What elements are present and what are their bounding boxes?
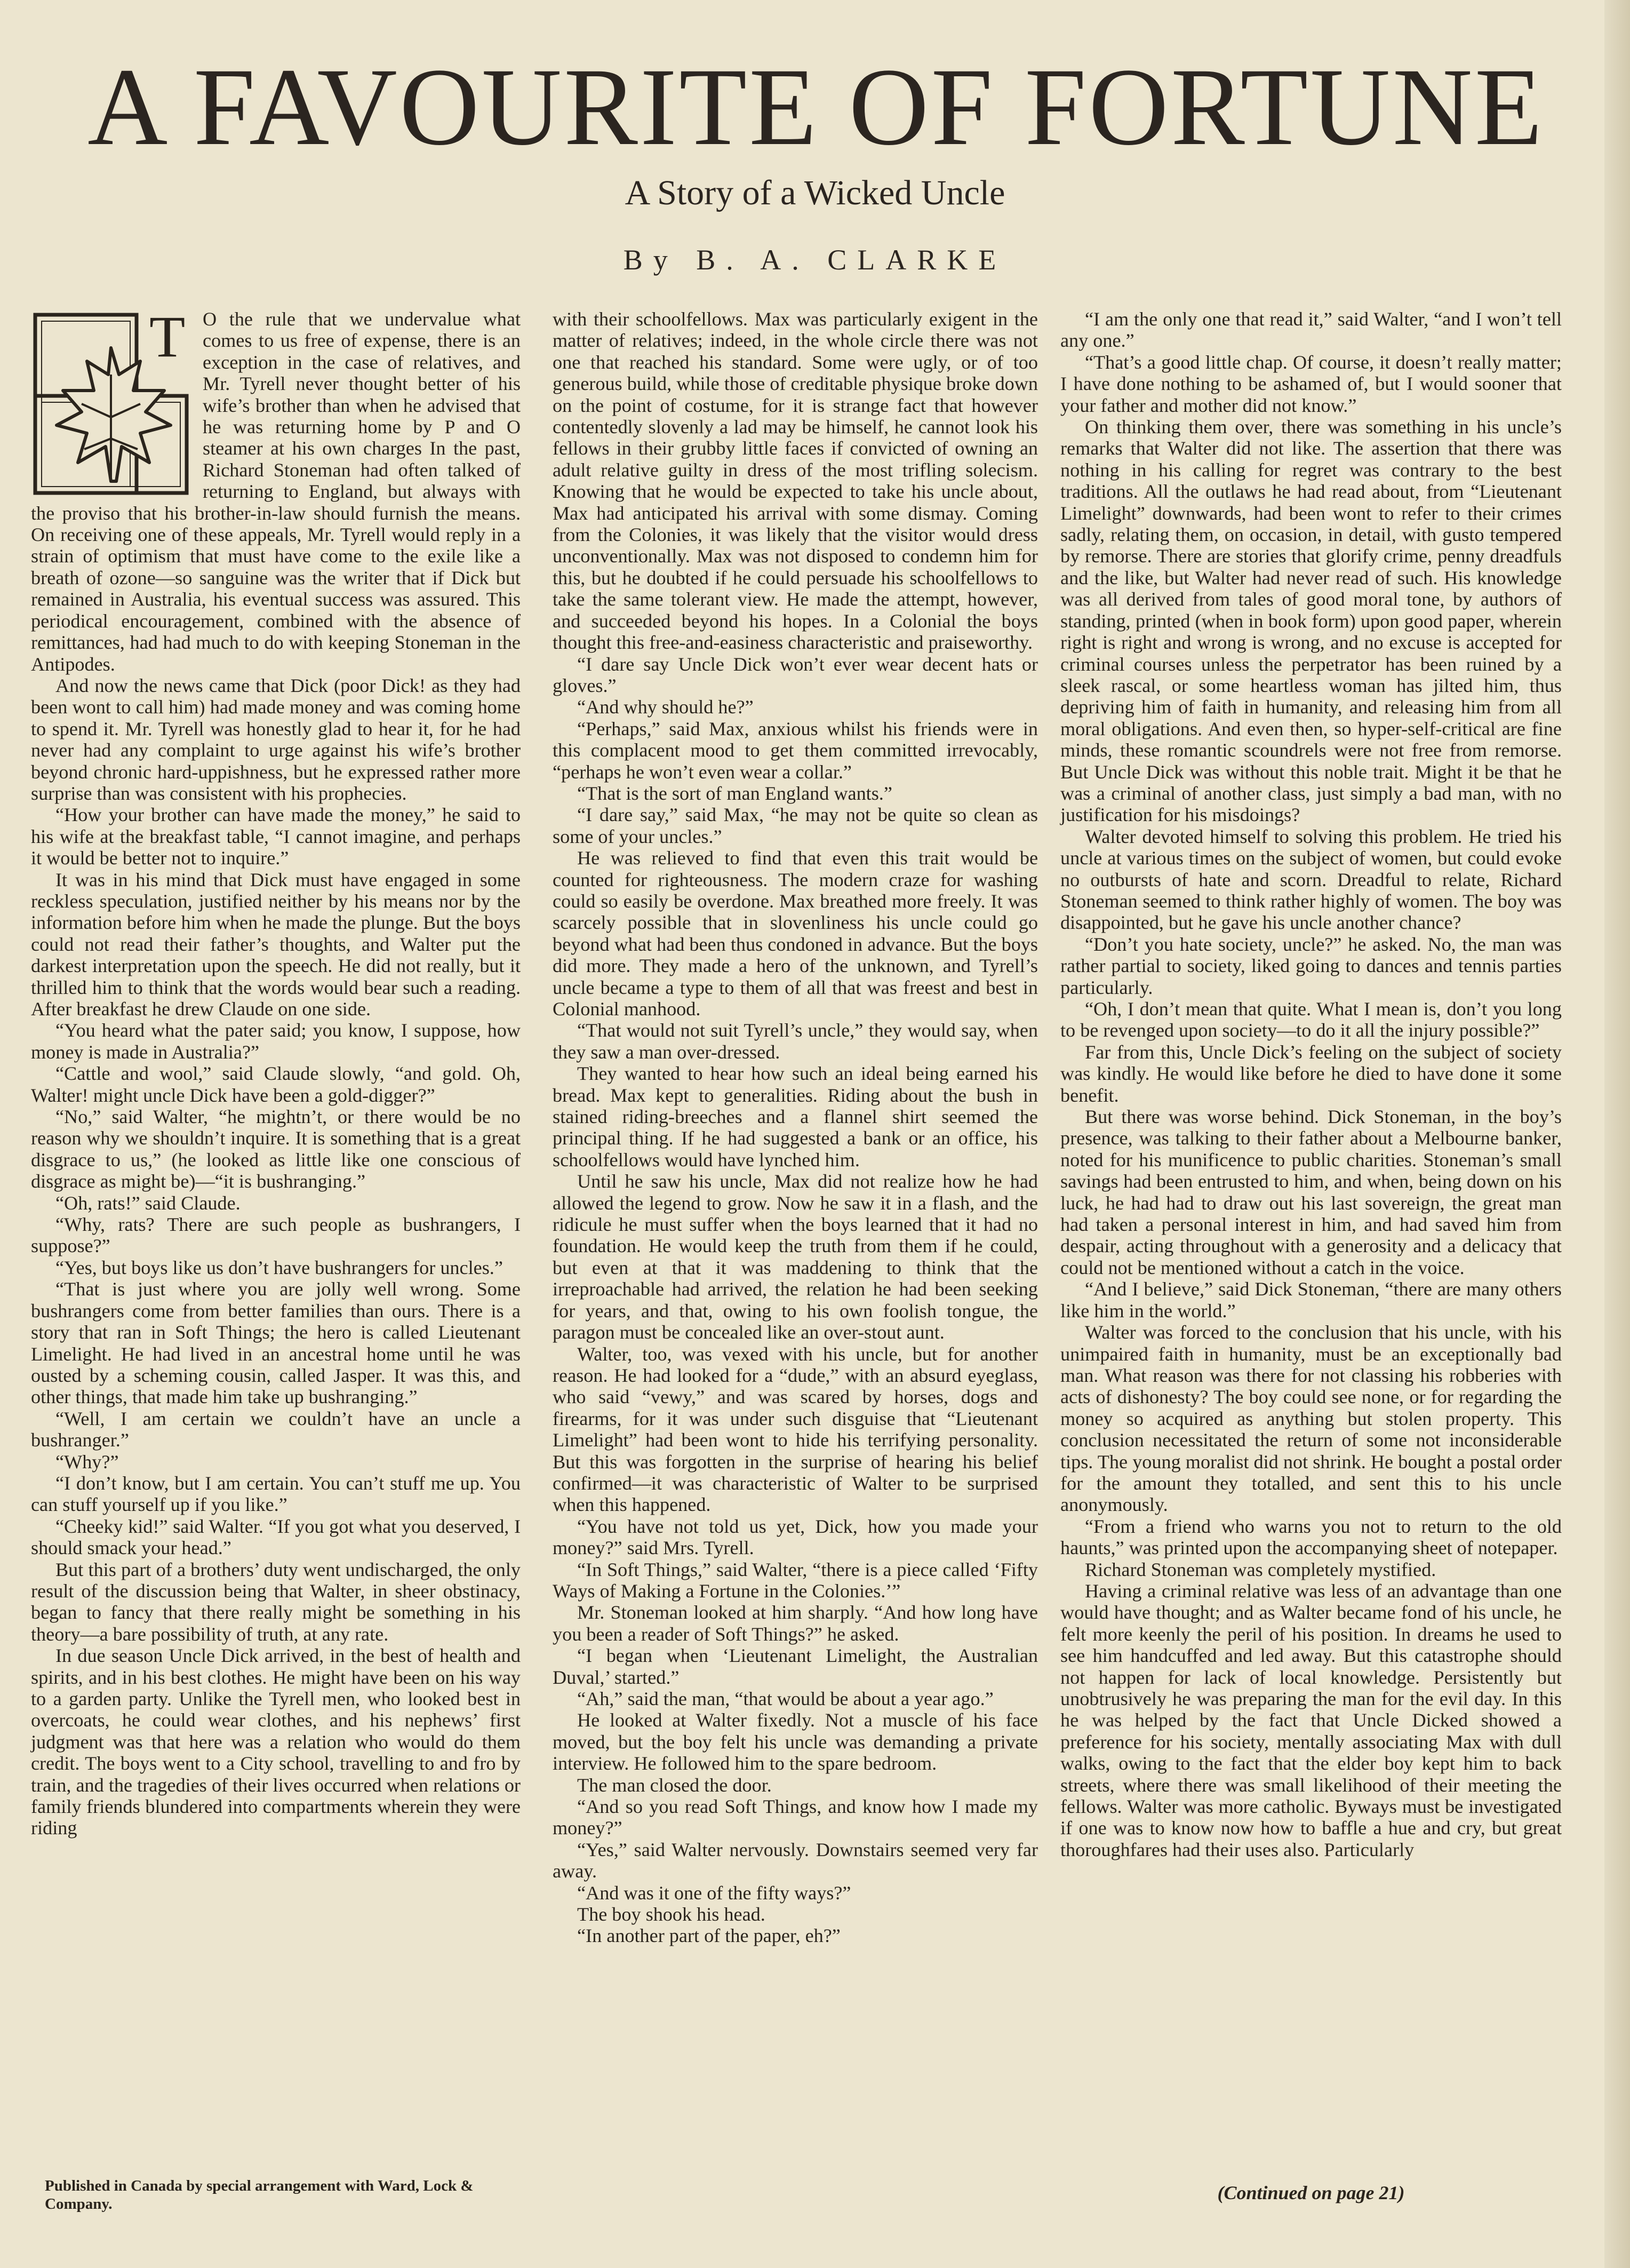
paragraph: “You have not told us yet, Dick, how you made your money?” said Mrs. Tyrell.: [553, 1515, 1038, 1559]
drop-cap-letter: T: [149, 304, 186, 369]
paragraph: “Well, I am certain we couldn’t have an uncle a bushranger.”: [31, 1407, 521, 1451]
paragraph: “And was it one of the fifty ways?”: [577, 1882, 851, 1904]
paragraph: He looked at Walter fixedly. Not a muscle of his face moved, but the boy felt his uncle was demanding a private interview. He followed him to the spare bedroom.: [553, 1709, 1038, 1774]
paragraph: “How your brother can have made the money,” he said to his wife at the breakfast table, “I cannot imagine, and perhaps it would be better not to inquire.”: [31, 804, 521, 869]
paragraph: But this part of a brothers’ duty went undischarged, the only result of the discussion being that Walter, in sheer obstinacy, began to fancy that there really might be something in his theory—a bare possibility of truth, at any rate.: [31, 1558, 521, 1645]
paragraph: “I dare say,” said Max, “he may not be quite so clean as some of your uncles.”: [553, 804, 1038, 847]
paragraph: On thinking them over, there was something in his uncle’s remarks that Walter did not like. The assertion that there was nothing in his calling for regret was contrary to the best traditions. All the outlaws he had read about, from “Lieutenant Limelight” downwards, had been wont to refer to their crimes sadly, relating them, on occasion, in detail, with gusto tempered by remorse. There are stories that glorify crime, penny dreadfuls and the like, but Walter had never read of such. His knowledge was all derived from tales of good moral tone, by authors of standing, printed (when in book form) upon good paper, wherein right is right and wrong is wrong, and no excuse is accepted for criminal courses unless the perpetrator has been ruined by a sleek rascal, or some heartless woman has jilted him, thus depriving him of faith in humanity, and releasing him from all moral obligations. And even then, so hyper-self-critical are fine minds, these romantic scoundrels were not free from remorse. But Uncle Dick was without this noble trait. Might it be that he was a criminal of another class, just simply a bad man, with no justification for his misdoings?: [1060, 416, 1562, 826]
paragraph: Until he saw his uncle, Max did not realize how he had allowed the legend to grow. Now he saw it in a flash, and the ridicule he must suffer when the boys learned that it had no foundation. He would keep the truth from them if he could, but even at that it was maddening to think that the irreproachable had arrived, the relation he had been seeking for years, and that, owing to his own foolish tongue, the paragon must be concealed like an over-stout aunt.: [553, 1171, 1038, 1343]
paragraph: Walter devoted himself to solving this problem. He tried his uncle at various times on the subject of women, but could evoke no outbursts of hate and scorn. Dreadful to relate, Richard Stoneman seemed to think rather highly of women. The boy was disappointed, but he gave his uncle another chance?: [1060, 825, 1562, 934]
paragraph: “Oh, rats!” said Claude.: [55, 1192, 241, 1214]
paragraph: Walter, too, was vexed with his uncle, but for another reason. He had looked for a “dude,” with an absurd eyeglass, who said “vewy,” and was scared by horses, dogs and firearms, for it was under such disguise that “Lieutenant Limelight” had been wont to hide his terrifying personality. But this was forgotten in the surprise of hearing his belief confirmed—it was characteristic of Walter to be surprised when this happened.: [553, 1343, 1038, 1516]
story-title: A FAVOURITE OF FORTUNE: [87, 45, 1545, 168]
paragraph: “Yes, but boys like us don’t have bushrangers for uncles.”: [55, 1256, 503, 1278]
publication-footnote: Published in Canada by special arrangement with Ward, Lock & Company.: [45, 2177, 474, 2213]
paragraph: “And so you read Soft Things, and know how I made my money?”: [553, 1796, 1038, 1839]
column-1-body: [31, 304, 521, 1839]
paragraph: “From a friend who warns you not to return to the old haunts,” was printed upon the accompanying sheet of notepaper.: [1060, 1515, 1562, 1559]
paragraph: “Cheeky kid!” said Walter. “If you got what you deserved, I should smack your head.”: [31, 1515, 521, 1559]
paragraph: But there was worse behind. Dick Stoneman, in the boy’s presence, was talking to their father about a Melbourne banker, noted for his munificence to public charities. Stoneman’s small savings had been entrusted to him, and when, being down on his luck, he had had to draw out his last sovereign, the great man had taken a personal interest in him, and had saved him from despair, acting throughout with a generosity and a delicacy that could not be mentioned without a catch in the voice.: [1060, 1106, 1562, 1278]
paragraph: “That would not suit Tyrell’s uncle,” they would say, when they saw a man over-dressed.: [553, 1020, 1038, 1063]
paragraph: “No,” said Walter, “he mightn’t, or there would be no reason why we shouldn’t inquire. It is something that is a great disgrace to us,” (he looked as little like one conscious of disgrace as might be)—“it is bushranging.”: [31, 1106, 521, 1192]
ornamental-initial: [31, 304, 191, 497]
paragraph: Richard Stoneman was completely mystified.: [1085, 1558, 1436, 1580]
paragraph: The boy shook his head.: [577, 1904, 765, 1925]
paragraph: “I dare say Uncle Dick won’t ever wear decent hats or gloves.”: [553, 653, 1038, 696]
paragraph: “Cattle and wool,” said Claude slowly, “and gold. Oh, Walter! might uncle Dick have been a gold-digger?”: [31, 1063, 521, 1106]
text-column-1: [31, 304, 521, 1839]
paragraph: In due season Uncle Dick arrived, in the best of health and spirits, and in his best clothes. He might have been on his way to a garden party. Unlike the Tyrell men, who looked best in overcoats, he could wear clothes, and his nephews’ first judgment was that here was a relation who would do them credit. The boys went to a City school, travelling to and fro by train, and the tragedies of their lives occurred when relations or family friends blundered into compartments wherein they were riding: [31, 1645, 521, 1839]
text-column-2: [553, 308, 1038, 1947]
paragraph: “You heard what the pater said; you know, I suppose, how money is made in Australia?”: [31, 1020, 521, 1063]
paragraph: “I began when ‘Lieutenant Limelight, the Australian Duval,’ started.”: [553, 1645, 1038, 1688]
paragraph: The man closed the door.: [577, 1774, 772, 1796]
paragraph: “And I believe,” said Dick Stoneman, “there are many others like him in the world.”: [1060, 1278, 1562, 1322]
story-subtitle: A Story of a Wicked Uncle: [625, 173, 1005, 212]
paragraph: “In Soft Things,” said Walter, “there is a piece called ‘Fifty Ways of Making a Fortune in the Colonies.’”: [553, 1558, 1038, 1602]
paragraph: “Why?”: [55, 1451, 119, 1473]
paragraph: “I don’t know, but I am certain. You can’t stuff me up. You can stuff yourself up if you like.”: [31, 1472, 521, 1516]
paragraph: “Yes,” said Walter nervously. Downstairs seemed very far away.: [553, 1839, 1038, 1882]
paragraph: Far from this, Uncle Dick’s feeling on the subject of society was kindly. He would like before he died to have done it some benefit.: [1060, 1041, 1562, 1106]
paragraph: “Why, rats? There are such people as bushrangers, I suppose?”: [31, 1214, 521, 1257]
paragraph: Mr. Stoneman looked at him sharply. “And how long have you been a reader of Soft Things?” he asked.: [553, 1602, 1038, 1645]
paragraph: Having a criminal relative was less of an advantage than one would have thought; and as Walter became fond of his uncle, he felt more keenly the peril of his position. In dreams he used to see him handcuffed and led away. But this catastrophe should not happen for lack of local knowledge. Persistently but unobtrusively he was preparing the man for the evil day. In this he was helped by the fact that Uncle Dicked showed a preference for his society, mentally associating Max with dull walks, owing to the fact that the elder boy kept him to back streets, where there was small likelihood of their meeting the fellows. Walter was more catholic. Byways must be investigated if one was to know now how to baffle a hue and cry, but great thoroughfares had their uses also. Particularly: [1060, 1580, 1562, 1860]
paragraph: And now the news came that Dick (poor Dick! as they had been wont to call him) had made money and was coming home to spend it. Mr. Tyrell was honestly glad to hear it, for he had never had any complaint to urge against his wife’s brother beyond chronic hard-uppishness, but he expressed rather more surprise than was consistent with his prophecies.: [31, 674, 521, 804]
paragraph: “That is just where you are jolly well wrong. Some bushrangers come from better families than ours. There is a story that ran in Soft Things; the hero is called Lieutenant Limelight. He had lived in an ancestral home until he was ousted by a scheming cousin, called Jasper. It was this, and other things, that made him take up bushranging.”: [31, 1278, 521, 1408]
author-byline: By B. A. CLARKE: [623, 244, 1007, 276]
paragraph: “Perhaps,” said Max, anxious whilst his friends were in this complacent mood to get them committed irrevocably, “perhaps he won’t even wear a collar.”: [553, 718, 1038, 783]
paragraph: “Don’t you hate society, uncle?” he asked. No, the man was rather partial to society, liked going to dances and tennis parties particularly.: [1060, 933, 1562, 998]
paragraph: “And why should he?”: [577, 696, 754, 718]
paragraph: He was relieved to find that even this trait would be counted for righteousness. The modern craze for washing could so easily be overdone. Max breathed more freely. It was scarcely possible that in slovenliness his uncle could go beyond what had been thus condoned in advance. But the boys did more. They made a hero of the unknown, and Tyrell’s uncle became a type to them of all that was freest and best in Colonial manhood.: [553, 847, 1038, 1020]
column-3-body: [1060, 308, 1562, 1860]
column-2-body: [553, 308, 1038, 1947]
text-column-3: [1060, 308, 1562, 1860]
paragraph: “That is the sort of man England wants.”: [577, 782, 892, 804]
paragraph: “In another part of the paper, eh?”: [577, 1925, 841, 1947]
page-edge: [1604, 0, 1630, 2268]
paragraph: with their schoolfellows. Max was particularly exigent in the matter of relatives; indeed, in the whole circle there was not one that reached his standard. Some were ugly, or of too generous build, while those of creditable physique broke down on the point of costume, for it is strange fact that however contentedly slovenly a lad may be himself, he cannot look his fellows in their grubby little faces if convicted of owning an adult relative guilty in dress of the most trifling solecism. Knowing that he would be expected to take his uncle about, Max had anticipated his arrival with some dismay. Coming from the Colonies, it was likely that the visitor would dress unconventionally. Max was not disposed to condemn him for this, but he doubted if he could persuade his schoolfellows to take the same tolerant view. He made the attempt, however, and succeeded beyond his hopes. In a Colonial the boys thought this free-and-easiness characteristic and praiseworthy.: [553, 308, 1038, 654]
paragraph: “Ah,” said the man, “that would be about a year ago.”: [577, 1688, 994, 1709]
paragraph: “That’s a good little chap. Of course, it doesn’t really matter; I have done nothing to be ashamed of, but I would sooner that your father and mother did not know.”: [1060, 351, 1562, 416]
paragraph: They wanted to hear how such an ideal being earned his bread. Max kept to generalities. Riding about the bush in stained riding-breeches and a flannel shirt seemed the principal thing. If he had suggested a bank or an office, his schoolfellows would have lynched him.: [553, 1063, 1038, 1171]
paragraph: O the rule that we undervalue what comes to us free of expense, there is an exception in the case of relatives, and Mr. Tyrell never thought better of his wife’s brother than when he advised that he was returning home by P and O steamer at his own charges In the past, Richard Stoneman had often talked of returning to England, but always with the proviso that his brother-in-law should furnish the means. On receiving one of these appeals, Mr. Tyrell would reply in a strain of optimism that must have come to the exile like a breath of ozone—so sanguine was the writer that if Dick but remained in Australia, his eventual success was assured. This periodical encouragement, combined with the absence of remittances, had had much to do with keeping Stoneman in the Antipodes.: [31, 308, 521, 675]
paragraph: Walter was forced to the conclusion that his uncle, with his unimpaired faith in humanity, must be an exceptionally bad man. What reason was there for not classing his robberies with acts of dishonesty? The boy could see none, or for regarding the money so acquired as anything but stolen property. This conclusion necessitated the return of some not inconsiderable tips. The young moralist did not shrink. He bought a postal order for the amount they totalled, and sent this to his uncle anonymously.: [1060, 1322, 1562, 1516]
paragraph: It was in his mind that Dick must have engaged in some reckless speculation, justified neither by his means nor by the information before him when he made the plunge. But the boys could not read their father’s thoughts, and Walter put the darkest interpretation upon the speech. He did not really, but it thrilled him to think that the words would bear such a reading. After breakfast he drew Claude on one side.: [31, 869, 521, 1020]
paragraph: “Oh, I don’t mean that quite. What I mean is, don’t you long to be revenged upon society—to do it all the injury possible?”: [1060, 998, 1562, 1041]
continued-note: (Continued on page 21): [1217, 2182, 1405, 2203]
paragraph: “I am the only one that read it,” said Walter, “and I won’t tell any one.”: [1060, 308, 1562, 352]
